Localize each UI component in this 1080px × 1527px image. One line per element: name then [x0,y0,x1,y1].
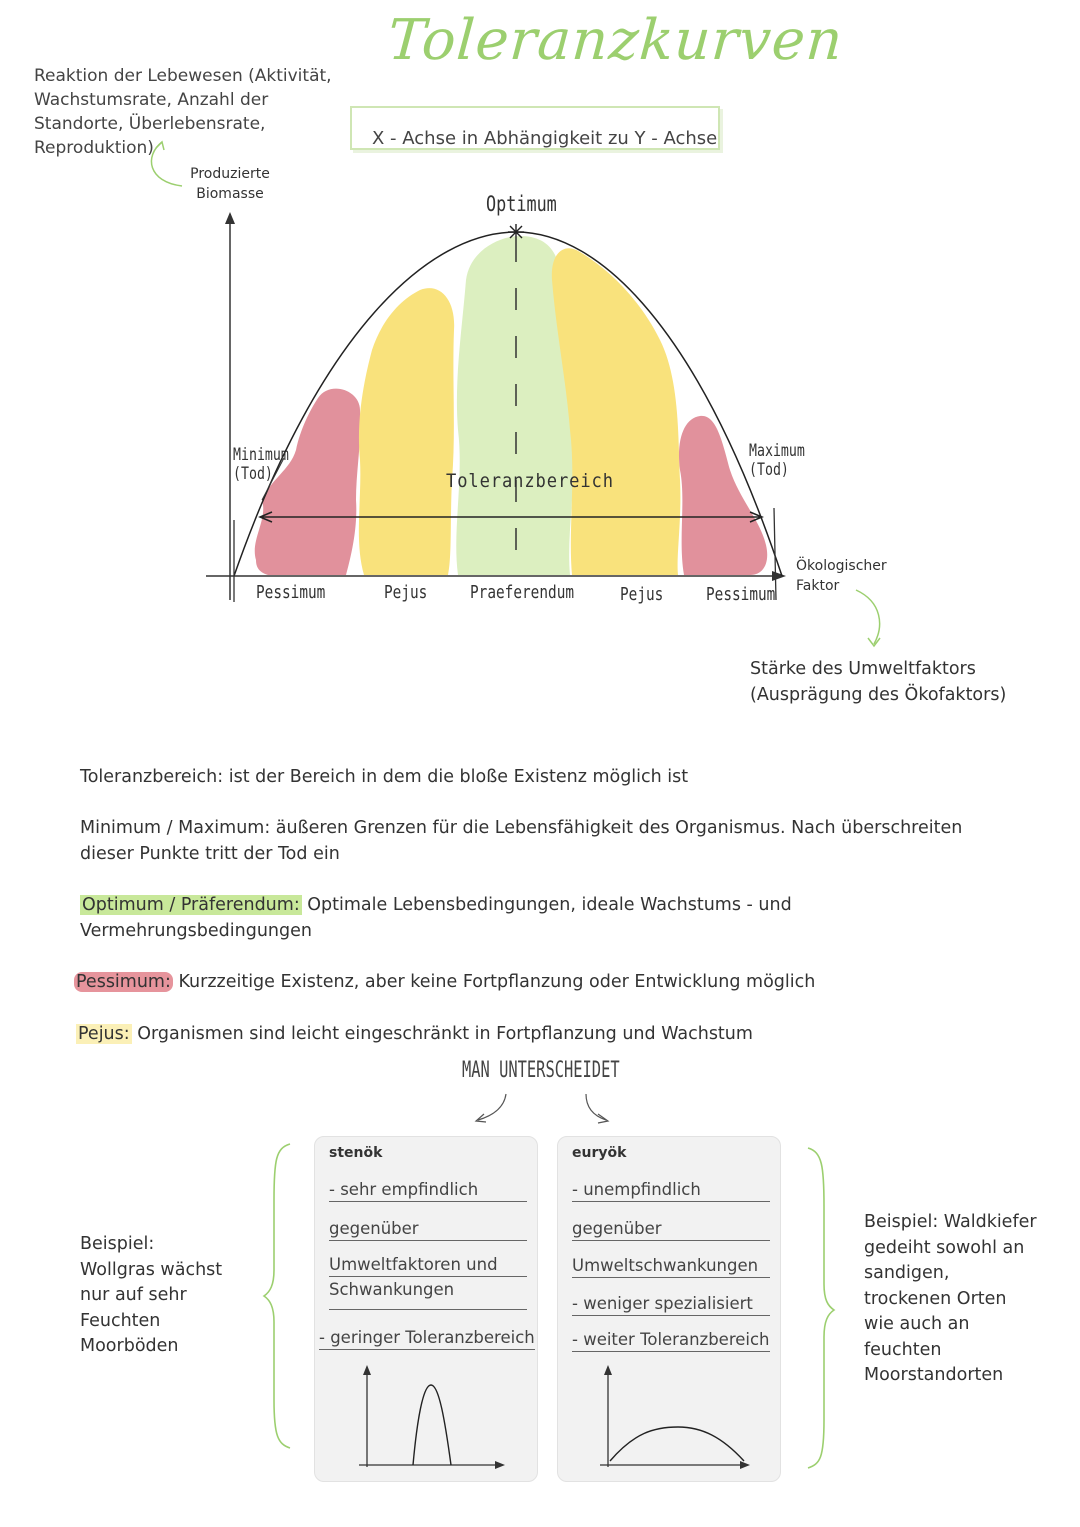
zone-label-pessimum-left: Pessimum [256,582,326,603]
pejus-text: Organismen sind leicht eingeschränkt in Fortpflanzung und Wachstum [131,1024,753,1044]
stenoek-line-1: - sehr empfindlich [329,1179,527,1202]
pejus-zone-right [552,248,681,575]
minimum-label-line2: (Tod) [233,464,273,484]
example-left-line-3: nur auf sehr [80,1285,187,1305]
pejus-zone-left [359,288,454,575]
euryoek-line-4: - weniger spezialisiert [572,1293,770,1316]
minimum-label [233,446,289,484]
stenoek-line-3: Umweltfaktoren und [329,1254,527,1277]
example-right-line-3: sandigen, [864,1263,950,1283]
zone-label-pejus-left: Pejus [384,582,428,603]
zone-label-pejus-right: Pejus [620,584,664,605]
pessimum-text: Kurzzeitige Existenz, aber keine Fortpflanzung oder Entwicklung möglich [172,972,816,992]
y-axis-label-line2: Biomasse [196,186,264,202]
euryoek-line-1: - unempfindlich [572,1179,770,1202]
split-arrows-icon [470,1090,620,1126]
zone-label-praeferendum: Praeferendum [470,582,575,603]
right-brace-icon [804,1144,838,1472]
optimum-label: Optimum [486,192,557,216]
euryoek-card [557,1136,781,1482]
definition-optimum [80,892,1020,944]
axis-relation-text: X - Achse in Abhängigkeit zu Y - Achse [372,128,718,149]
x-axis-label-line1: Ökologischer [796,558,887,574]
example-wollgras [80,1232,222,1360]
zone-label-pessimum-right: Pessimum [706,584,776,605]
pejus-term: Pejus: [78,1024,130,1044]
example-right-line-4: trockenen Orten [864,1288,1007,1309]
stenoek-line-2: gegenüber [329,1218,527,1241]
y-axis-label-line1: Produzierte [190,166,270,182]
x-axis-description-line2: (Ausprägung des Ökofaktors) [750,685,1007,705]
wide-tolerance-curve [594,1361,764,1471]
definition-toleranzbereich: Toleranzbereich: ist der Bereich in dem die bloße Existenz möglich ist [80,767,689,787]
stenoek-card [314,1136,538,1482]
optimum-term: Optimum / Präferendum: [82,895,300,915]
curved-arrow-down-icon [846,586,896,650]
stenoek-title: stenök [329,1145,383,1161]
definition-minimum-maximum: Minimum / Maximum: äußeren Grenzen für die Lebensfähigkeit des Organismus. Nach überschreiten dieser Punkte tritt der Tod ein [80,818,963,864]
example-left-line-5: Moorböden [80,1336,179,1356]
maximum-label-line1: Maximum [749,441,805,461]
optimum-star-icon [508,224,524,240]
x-axis-description [750,656,1006,708]
example-left-line-2: Wollgras wächst [80,1259,223,1280]
minimum-label-line1: Minimum [233,445,289,465]
maximum-label [749,442,805,480]
example-left-line-4: Feuchten [80,1310,161,1331]
page-title: Toleranzkurven [385,8,846,73]
stenoek-line-4: Schwankungen [329,1279,527,1310]
example-right-line-6: feuchten [864,1339,942,1360]
example-right-line-2: gedeiht sowohl an [864,1237,1025,1258]
x-axis-label-line2: Faktor [796,578,840,594]
narrow-tolerance-curve [355,1361,515,1471]
euryoek-line-3: Umweltschwankungen [572,1255,770,1278]
stenoek-line-5: - geringer Toleranzbereich [319,1327,535,1350]
euryoek-line-2: gegenüber [572,1218,770,1241]
y-axis-description: Reaktion der Lebewesen (Aktivität, Wachstumsrate, Anzahl der Standorte, Überlebensrate, Reproduktion) [34,66,332,158]
distinction-heading: MAN UNTERSCHEIDET [462,1058,620,1083]
example-right-line-7: Moorstandorten [864,1365,1004,1385]
example-waldkiefer [864,1210,1037,1389]
definition-pessimum [74,969,1014,995]
example-right-line-1: Beispiel: Waldkiefer [864,1212,1037,1232]
maximum-label-line2: (Tod) [749,460,789,480]
example-right-line-5: wie auch an [864,1314,970,1334]
example-left-line-1: Beispiel: [80,1234,155,1254]
tolerance-curve-diagram [0,0,1080,720]
optimum-text: Optimale Lebensbedingungen, ideale Wachstums - und Vermehrungsbedingungen [80,895,792,941]
definition-pejus [76,1021,1016,1047]
tolerance-range-label: Toleranzbereich [446,470,614,492]
euryoek-line-5: - weiter Toleranzbereich [572,1329,770,1352]
euryoek-title: euryök [572,1145,627,1161]
pessimum-zone-right [679,416,767,575]
left-brace-icon [262,1140,296,1452]
pessimum-term: Pessimum: [76,972,171,992]
x-axis-description-line1: Stärke des Umweltfaktors [750,659,976,679]
